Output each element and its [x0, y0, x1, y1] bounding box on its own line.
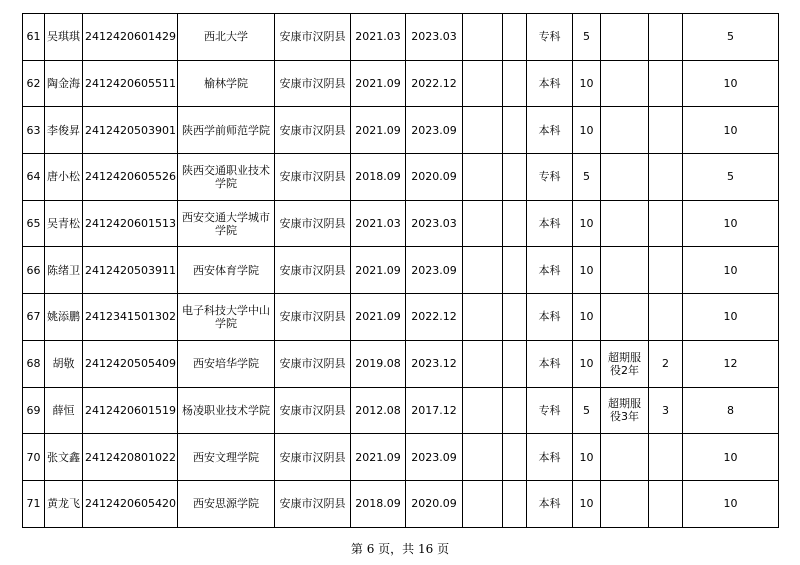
region-cell: 安康市汉阴县 [275, 434, 351, 481]
level-cell: 本科 [527, 247, 573, 294]
start-date-cell: 2021.09 [351, 294, 406, 341]
blank-cell [463, 107, 503, 154]
name-cell: 陈绪卫 [45, 247, 83, 294]
level-cell: 专科 [527, 14, 573, 61]
row-number: 69 [23, 387, 45, 434]
note-cell [601, 107, 649, 154]
total-cell: 12 [683, 340, 779, 387]
end-date-cell: 2023.03 [406, 14, 463, 61]
row-number: 66 [23, 247, 45, 294]
name-cell: 唐小松 [45, 154, 83, 201]
region-cell: 安康市汉阴县 [275, 247, 351, 294]
start-date-cell: 2018.09 [351, 154, 406, 201]
note-cell [601, 294, 649, 341]
school-cell: 西安体育学院 [178, 247, 275, 294]
row-number: 61 [23, 14, 45, 61]
note-cell [601, 154, 649, 201]
start-date-cell: 2012.08 [351, 387, 406, 434]
school-cell: 陕西交通职业技术学院 [178, 154, 275, 201]
start-date-cell: 2021.09 [351, 434, 406, 481]
extra-score-cell [649, 200, 683, 247]
table-row [23, 247, 779, 294]
school-cell: 电子科技大学中山学院 [178, 294, 275, 341]
blank-cell [463, 387, 503, 434]
region-cell: 安康市汉阴县 [275, 294, 351, 341]
school-cell: 西安交通大学城市学院 [178, 200, 275, 247]
row-number: 70 [23, 434, 45, 481]
blank-cell [503, 387, 527, 434]
school-cell: 西北大学 [178, 14, 275, 61]
row-number: 71 [23, 480, 45, 527]
table-row [23, 480, 779, 527]
extra-score-cell [649, 294, 683, 341]
region-cell: 安康市汉阴县 [275, 340, 351, 387]
extra-score-cell [649, 480, 683, 527]
total-cell: 10 [683, 247, 779, 294]
region-cell: 安康市汉阴县 [275, 200, 351, 247]
school-cell: 西安文理学院 [178, 434, 275, 481]
blank-cell [503, 200, 527, 247]
extra-score-cell [649, 60, 683, 107]
id-cell: 2412420601513 [83, 200, 178, 247]
id-cell: 2412420605511 [83, 60, 178, 107]
row-number: 64 [23, 154, 45, 201]
total-cell: 10 [683, 480, 779, 527]
blank-cell [503, 154, 527, 201]
score-cell: 10 [573, 247, 601, 294]
row-number: 68 [23, 340, 45, 387]
extra-score-cell [649, 107, 683, 154]
region-cell: 安康市汉阴县 [275, 14, 351, 61]
region-cell: 安康市汉阴县 [275, 387, 351, 434]
blank-cell [503, 294, 527, 341]
note-cell: 超期服役2年 [601, 340, 649, 387]
blank-cell [463, 480, 503, 527]
blank-cell [463, 434, 503, 481]
total-cell: 10 [683, 200, 779, 247]
blank-cell [463, 247, 503, 294]
end-date-cell: 2022.12 [406, 294, 463, 341]
row-number: 67 [23, 294, 45, 341]
id-cell: 2412420503901 [83, 107, 178, 154]
blank-cell [503, 434, 527, 481]
total-cell: 10 [683, 294, 779, 341]
id-cell: 2412420601429 [83, 14, 178, 61]
total-cell: 5 [683, 154, 779, 201]
note-cell: 超期服役3年 [601, 387, 649, 434]
score-cell: 10 [573, 480, 601, 527]
blank-cell [463, 200, 503, 247]
table-row [23, 60, 779, 107]
id-cell: 2412341501302 [83, 294, 178, 341]
id-cell: 2412420605526 [83, 154, 178, 201]
level-cell: 本科 [527, 434, 573, 481]
name-cell: 胡敬 [45, 340, 83, 387]
name-cell: 陶金海 [45, 60, 83, 107]
blank-cell [463, 14, 503, 61]
total-cell: 10 [683, 434, 779, 481]
end-date-cell: 2023.09 [406, 107, 463, 154]
score-cell: 10 [573, 60, 601, 107]
extra-score-cell [649, 247, 683, 294]
level-cell: 本科 [527, 200, 573, 247]
level-cell: 专科 [527, 154, 573, 201]
end-date-cell: 2020.09 [406, 480, 463, 527]
school-cell: 榆林学院 [178, 60, 275, 107]
row-number: 65 [23, 200, 45, 247]
table-row [23, 340, 779, 387]
table-row [23, 154, 779, 201]
note-cell [601, 200, 649, 247]
region-cell: 安康市汉阴县 [275, 154, 351, 201]
end-date-cell: 2022.12 [406, 60, 463, 107]
candidate-table [22, 13, 779, 528]
start-date-cell: 2019.08 [351, 340, 406, 387]
level-cell: 专科 [527, 387, 573, 434]
start-date-cell: 2021.09 [351, 60, 406, 107]
school-cell: 西安思源学院 [178, 480, 275, 527]
region-cell: 安康市汉阴县 [275, 60, 351, 107]
blank-cell [503, 107, 527, 154]
blank-cell [503, 340, 527, 387]
total-cell: 10 [683, 107, 779, 154]
table-row [23, 14, 779, 61]
row-number: 63 [23, 107, 45, 154]
end-date-cell: 2020.09 [406, 154, 463, 201]
score-cell: 5 [573, 387, 601, 434]
region-cell: 安康市汉阴县 [275, 480, 351, 527]
region-cell: 安康市汉阴县 [275, 107, 351, 154]
blank-cell [503, 247, 527, 294]
id-cell: 2412420503911 [83, 247, 178, 294]
score-cell: 10 [573, 434, 601, 481]
table-row [23, 107, 779, 154]
name-cell: 姚添鹏 [45, 294, 83, 341]
blank-cell [463, 60, 503, 107]
name-cell: 吴青松 [45, 200, 83, 247]
note-cell [601, 247, 649, 294]
blank-cell [463, 154, 503, 201]
school-cell: 西安培华学院 [178, 340, 275, 387]
total-cell: 5 [683, 14, 779, 61]
name-cell: 李俊昇 [45, 107, 83, 154]
extra-score-cell [649, 154, 683, 201]
name-cell: 黄龙飞 [45, 480, 83, 527]
note-cell [601, 480, 649, 527]
blank-cell [463, 294, 503, 341]
blank-cell [463, 340, 503, 387]
table-row [23, 434, 779, 481]
level-cell: 本科 [527, 60, 573, 107]
page-footer: 第 6 页，共 16 页 [350, 542, 450, 556]
end-date-cell: 2023.12 [406, 340, 463, 387]
table-body [23, 14, 779, 528]
extra-score-cell: 2 [649, 340, 683, 387]
table-row [23, 200, 779, 247]
score-cell: 10 [573, 340, 601, 387]
total-cell: 10 [683, 60, 779, 107]
id-cell: 2412420801022 [83, 434, 178, 481]
name-cell: 张文鑫 [45, 434, 83, 481]
start-date-cell: 2021.03 [351, 200, 406, 247]
end-date-cell: 2017.12 [406, 387, 463, 434]
score-cell: 10 [573, 294, 601, 341]
note-cell [601, 14, 649, 61]
score-cell: 10 [573, 200, 601, 247]
blank-cell [503, 60, 527, 107]
school-cell: 杨凌职业技术学院 [178, 387, 275, 434]
extra-score-cell [649, 14, 683, 61]
level-cell: 本科 [527, 107, 573, 154]
note-cell [601, 60, 649, 107]
table-row [23, 387, 779, 434]
id-cell: 2412420601519 [83, 387, 178, 434]
total-cell: 8 [683, 387, 779, 434]
name-cell: 薛恒 [45, 387, 83, 434]
level-cell: 本科 [527, 480, 573, 527]
end-date-cell: 2023.09 [406, 434, 463, 481]
name-cell: 吴琪琪 [45, 14, 83, 61]
end-date-cell: 2023.09 [406, 247, 463, 294]
blank-cell [503, 480, 527, 527]
note-cell [601, 434, 649, 481]
score-cell: 10 [573, 107, 601, 154]
extra-score-cell: 3 [649, 387, 683, 434]
start-date-cell: 2021.09 [351, 107, 406, 154]
score-cell: 5 [573, 154, 601, 201]
blank-cell [503, 14, 527, 61]
id-cell: 2412420505409 [83, 340, 178, 387]
id-cell: 2412420605420 [83, 480, 178, 527]
row-number: 62 [23, 60, 45, 107]
table-row [23, 294, 779, 341]
start-date-cell: 2021.03 [351, 14, 406, 61]
end-date-cell: 2023.03 [406, 200, 463, 247]
start-date-cell: 2018.09 [351, 480, 406, 527]
start-date-cell: 2021.09 [351, 247, 406, 294]
score-cell: 5 [573, 14, 601, 61]
school-cell: 陕西学前师范学院 [178, 107, 275, 154]
extra-score-cell [649, 434, 683, 481]
level-cell: 本科 [527, 294, 573, 341]
level-cell: 本科 [527, 340, 573, 387]
